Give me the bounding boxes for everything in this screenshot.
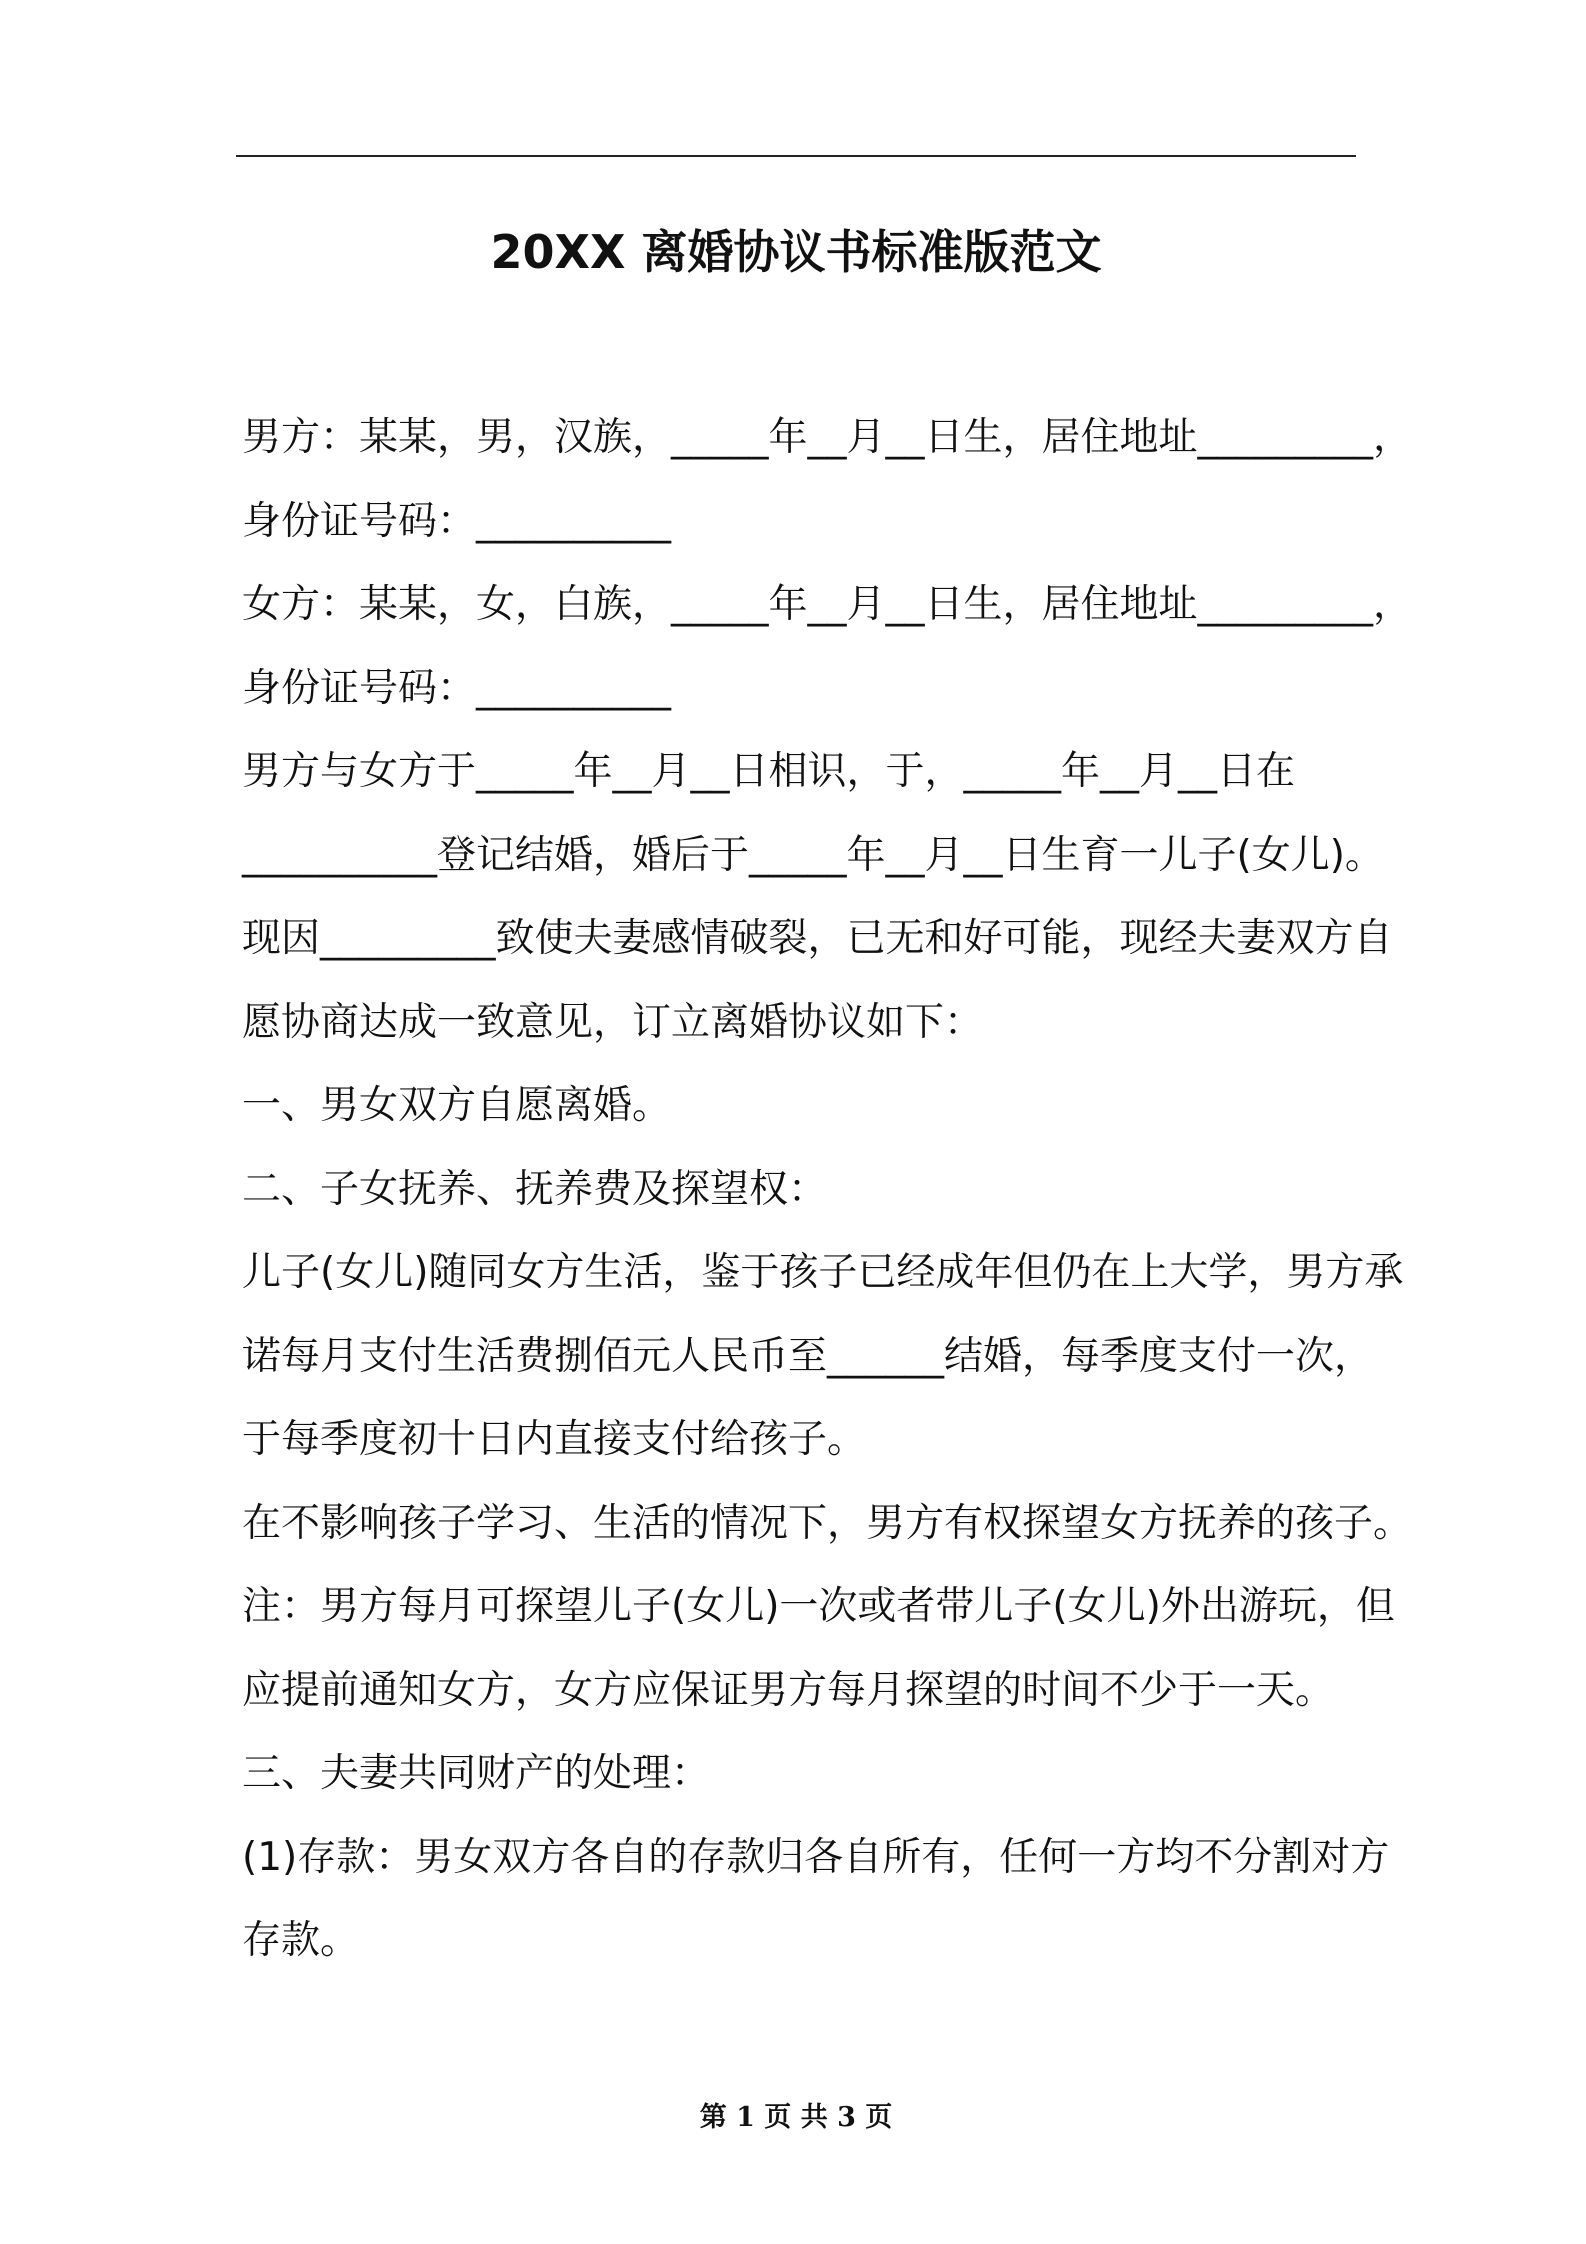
- body-line: 在不影响孩子学习、生活的情况下，男方有权探望女方抚养的孩子。: [242, 1500, 1413, 1546]
- document-title: 20XX 离婚协议书标准版范文: [490, 225, 1102, 279]
- body-line: 诺每月支付生活费捌佰元人民币至______结婚，每季度支付一次，: [242, 1333, 1374, 1379]
- body-line: 现因_________致使夫妻感情破裂，已无和好可能，现经夫妻双方自: [242, 916, 1393, 961]
- header-rule: [236, 155, 1356, 157]
- body-line: 身份证号码：__________: [242, 665, 672, 711]
- body-line: 愿协商达成一致意见，订立离婚协议如下：: [242, 999, 984, 1045]
- body-line: 女方：某某，女，白族，_____年__月__日生，居住地址_________，: [242, 582, 1413, 627]
- section-heading: 三、夫妻共同财产的处理：: [242, 1751, 711, 1796]
- body-line: 儿子(女儿)随同女方生活，鉴于孩子已经成年但仍在上大学，男方承: [242, 1250, 1404, 1295]
- body-line: 男方与女方于_____年__月__日相识，于，_____年__月__日在: [242, 749, 1296, 794]
- body-line: (1)存款：男女双方各自的存款归各自所有，任何一方均不分割对方: [242, 1834, 1390, 1880]
- body-line: 身份证号码：__________: [242, 498, 672, 544]
- section-heading: 一、男女双方自愿离婚。: [242, 1083, 672, 1128]
- section-heading: 二、子女抚养、抚养费及探望权：: [242, 1166, 828, 1212]
- document-body: [242, 403, 1413, 1990]
- page-number: 第 1 页 共 3 页: [699, 2102, 893, 2133]
- body-line: 于每季度初十日内直接支付给孩子。: [242, 1417, 867, 1462]
- body-line: 男方：某某，男，汉族，_____年__月__日生，居住地址_________，: [242, 415, 1413, 460]
- body-line: 应提前通知女方，女方应保证男方每月探望的时间不少于一天。: [242, 1667, 1335, 1713]
- body-line: 存款。: [242, 1918, 360, 1963]
- body-line: 注：男方每月可探望儿子(女儿)一次或者带儿子(女儿)外出游玩，但: [242, 1584, 1395, 1629]
- body-line: __________登记结婚，婚后于_____年__月__日生育一儿子(女儿)。: [242, 832, 1384, 878]
